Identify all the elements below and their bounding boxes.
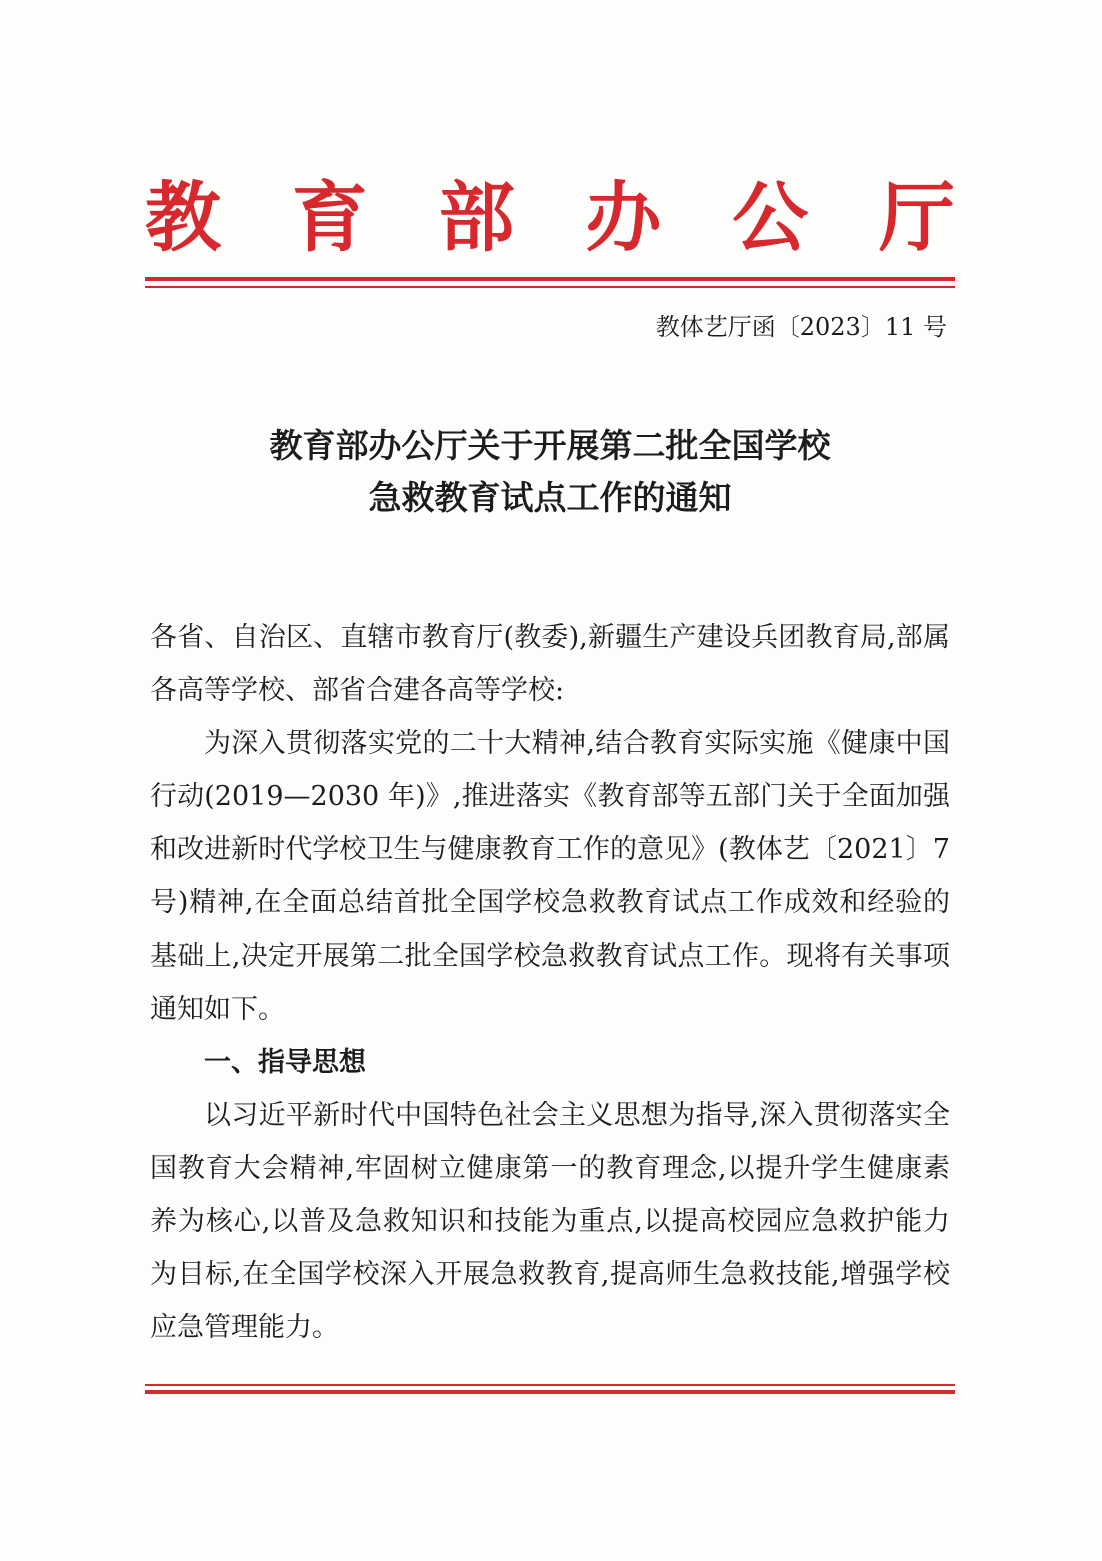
document-title — [145, 420, 955, 524]
masthead-char: 办 — [585, 173, 662, 262]
footer-rule-thick — [145, 1390, 955, 1394]
title-line-1: 教育部办公厅关于开展第二批全国学校 — [269, 426, 831, 465]
masthead-char: 公 — [732, 173, 809, 262]
masthead — [145, 168, 955, 268]
document-number: 教体艺厅函〔2023〕11 号 — [655, 313, 947, 341]
intro-paragraph: 为深入贯彻落实党的二十大精神,结合教育实际实施《健康中国行动(2019—2030 年)》,推进落实《教育部等五部门关于全面加强和改进新时代学校卫生与健康教育工作的意见》(教体艺〔2021〕7 号)精神,在全面总结首批全国学校急救教育试点工作成效和经验的基础上,决定开展第二批全国学校急救教育试点工作。现将有关事项通知如下。 — [150, 728, 950, 1025]
title-line-2: 急救教育试点工作的通知 — [368, 478, 732, 517]
masthead-char: 部 — [438, 173, 515, 262]
masthead-char: 育 — [291, 173, 368, 262]
header-rule-thick — [145, 277, 955, 281]
section-heading: 一、指导思想 — [204, 1046, 366, 1078]
masthead-char: 教 — [145, 173, 221, 262]
header-rule-thin — [145, 286, 955, 288]
footer-rule-thin — [145, 1384, 955, 1386]
document-body — [150, 611, 950, 1354]
addressee: 各省、自治区、直辖市教育厅(教委),新疆生产建设兵团教育局,部属各高等学校、部省合建各高等学校: — [150, 622, 950, 707]
masthead-char: 厅 — [878, 173, 955, 262]
section-paragraph: 以习近平新时代中国特色社会主义思想为指导,深入贯彻落实全国教育大会精神,牢固树立健康第一的教育理念,以提升学生健康素养为核心,以普及急救知识和技能为重点,以提高校园应急救护能力为目标,在全国学校深入开展急救教育,提高师生急救技能,增强学校应急管理能力。 — [150, 1099, 950, 1344]
